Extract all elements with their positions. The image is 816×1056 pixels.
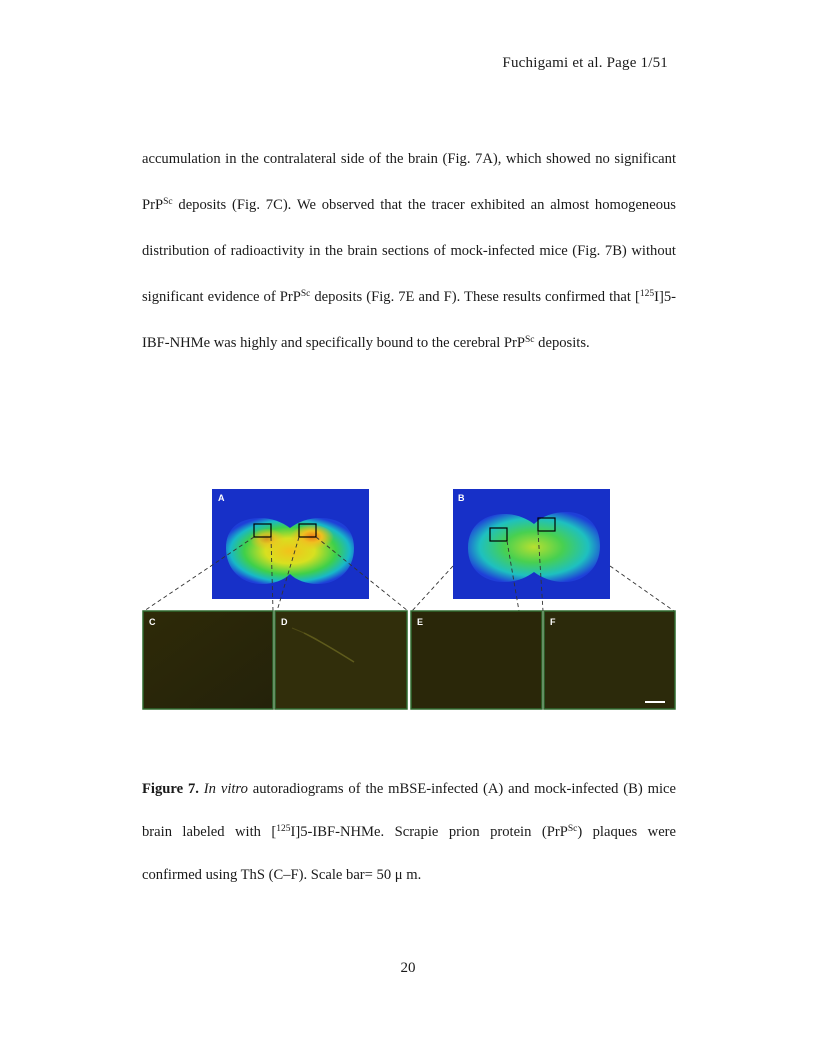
page-number: 20 — [400, 960, 416, 976]
panel-label-d: D — [281, 617, 288, 627]
body-paragraph — [142, 136, 676, 366]
body-text-segment: deposits (Fig. 7E and F). These results confirmed that [ — [310, 289, 640, 305]
panel-f-microscopy — [544, 611, 675, 709]
caption-text-segment: I]5-IBF-NHMe. Scrapie prion protein (PrP — [290, 824, 568, 840]
body-text-segment: accumulation in the contralateral side of the brain (Fig. 7A), which showed no significant PrP — [142, 151, 676, 213]
panel-a-autoradiogram — [212, 489, 369, 599]
caption-italic: In vitro — [203, 781, 248, 797]
figure-caption — [142, 768, 676, 897]
scale-bar — [645, 701, 665, 703]
caption-text-segment: ) plaques were confirmed using ThS (C–F). Scale bar= 50 μ m. — [142, 824, 677, 883]
superscript: Sc — [567, 824, 578, 834]
figure-7 — [142, 486, 676, 712]
panel-label-e: E — [417, 617, 424, 627]
panel-e-microscopy — [411, 611, 542, 709]
superscript: 125 — [276, 824, 291, 834]
body-text-segment: deposits (Fig. 7C). We observed that the tracer exhibited an almost homogeneous distribution of radioactivity in the brain sections of mock-infected mice (Fig. 7B) without significant evidence of PrP — [142, 197, 676, 305]
figure-7-graphic — [142, 486, 676, 712]
caption-text-segment: autoradiograms of the mBSE-infected (A) and mock-infected (B) mice brain labeled with [ — [142, 781, 676, 840]
caption-label: Figure 7. — [142, 781, 199, 797]
panel-label-c: C — [149, 617, 156, 627]
body-text-segment: deposits. — [534, 335, 590, 351]
panel-b-autoradiogram — [453, 489, 610, 599]
panel-c-microscopy — [143, 611, 273, 709]
panel-label-b: B — [458, 493, 465, 503]
superscript: Sc — [163, 197, 173, 207]
body-text-segment: I]5-IBF-NHMe was highly and specifically bound to the cerebral PrP — [142, 289, 676, 351]
panel-label-a: A — [218, 493, 225, 503]
panel-label-f: F — [550, 617, 556, 627]
superscript: Sc — [300, 289, 311, 299]
panel-d-microscopy — [275, 611, 407, 709]
superscript: Sc — [525, 335, 535, 345]
running-head: Fuchigami et al. Page 1/51 — [502, 55, 668, 71]
superscript: 125 — [639, 289, 655, 299]
